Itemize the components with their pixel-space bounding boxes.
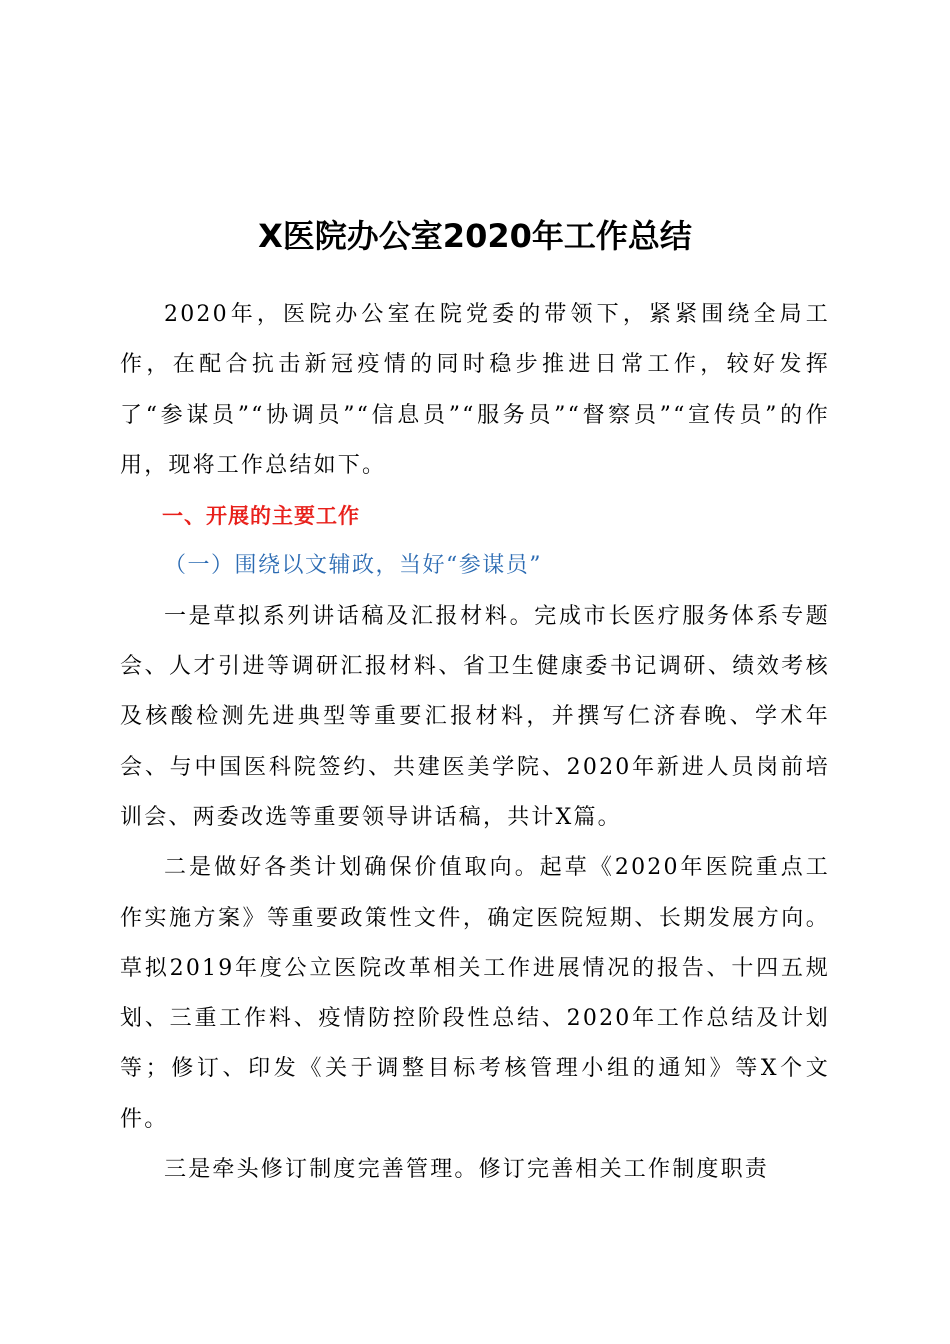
document-body xyxy=(120,290,830,1195)
document-title: X医院办公室2020年工作总结 xyxy=(258,217,692,255)
body-paragraph-1: 一是草拟系列讲话稿及汇报材料。完成市长医疗服务体系专题会、人才引进等调研汇报材料、省卫生健康委书记调研、绩效考核及核酸检测先进典型等重要汇报材料，并撰写仁济春晚、学术年会、与中国医科院签约、共建医美学院、2020年新进人员岗前培训会、两委改选等重要领导讲话稿，共计X篇。 xyxy=(120,603,830,830)
intro-paragraph: 2020年，医院办公室在院党委的带领下，紧紧围绕全局工作，在配合抗击新冠疫情的同时稳步推进日常工作，较好发挥了“参谋员”“协调员”“信息员”“服务员”“督察员”“宣传员”的作用，现将工作总结如下。 xyxy=(120,302,830,478)
section-heading: 一、开展的主要工作 xyxy=(162,504,360,529)
body-paragraph-3: 三是牵头修订制度完善管理。修订完善相关工作制度职责 xyxy=(164,1157,770,1183)
body-paragraph-2: 二是做好各类计划确保价值取向。起草《2020年医院重点工作实施方案》等重要政策性文件，确定医院短期、长期发展方向。草拟2019年度公立医院改革相关工作进展情况的报告、十四五规划、三重工作料、疫情防控阶段性总结、2020年工作总结及计划等；修订、印发《关于调整目标考核管理小组的通知》等X个文件。 xyxy=(120,855,830,1132)
subsection-heading: （一）围绕以文辅政，当好“参谋员” xyxy=(164,553,542,579)
